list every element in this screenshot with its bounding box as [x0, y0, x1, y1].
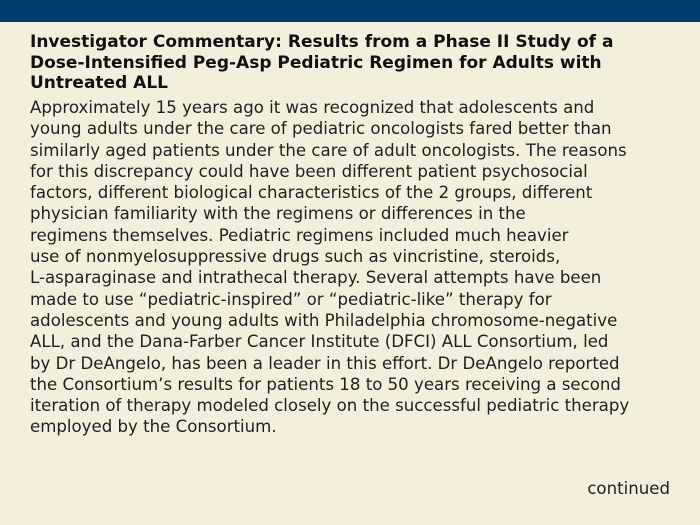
paragraph-line: by Dr DeAngelo, has been a leader in this effort. Dr DeAngelo reported [30, 353, 620, 373]
title-line: Dose-Intensified Peg-Asp Pediatric Regimen for Adults with [30, 52, 602, 73]
title-line: Untreated ALL [30, 73, 168, 93]
paragraph-line: for this discrepancy could have been different patient psychosocial [30, 161, 588, 181]
paragraph-line: similarly aged patients under the care of adult oncologists. The reasons [30, 140, 627, 160]
paragraph-line: ALL, and the Dana-Farber Cancer Institute (DFCI) ALL Consortium, led [30, 332, 609, 352]
header-bar [0, 0, 700, 22]
paragraph-line: physician familiarity with the regimens or differences in the [30, 204, 526, 224]
paragraph-line: regimens themselves. Pediatric regimens included much heavier [30, 225, 569, 245]
paragraph-line: made to use “pediatric-inspired” or “pediatric-like” therapy for [30, 289, 552, 309]
continued-label: continued [587, 479, 670, 498]
paragraph-line: the Consortium’s results for patients 18 to 50 years receiving a second [30, 374, 621, 394]
slide-title [30, 32, 680, 94]
paragraph-line: L-asparaginase and intrathecal therapy. Several attempts have been [30, 268, 602, 288]
paragraph-line: use of nonmyelosuppressive drugs such as vincristine, steroids, [30, 247, 561, 267]
paragraph-line: factors, different biological characteristics of the 2 groups, different [30, 183, 593, 203]
paragraph-line: adolescents and young adults with Philadelphia chromosome-negative [30, 310, 618, 330]
paragraph-line: iteration of therapy modeled closely on the successful pediatric therapy [30, 396, 630, 416]
paragraph-line: Approximately 15 years ago it was recognized that adolescents and [30, 98, 595, 117]
commentary-paragraph [30, 97, 690, 438]
paragraph-line: employed by the Consortium. [30, 417, 277, 437]
paragraph-line: young adults under the care of pediatric oncologists fared better than [30, 119, 612, 139]
title-line: Investigator Commentary: Results from a Phase II Study of a [30, 32, 614, 52]
